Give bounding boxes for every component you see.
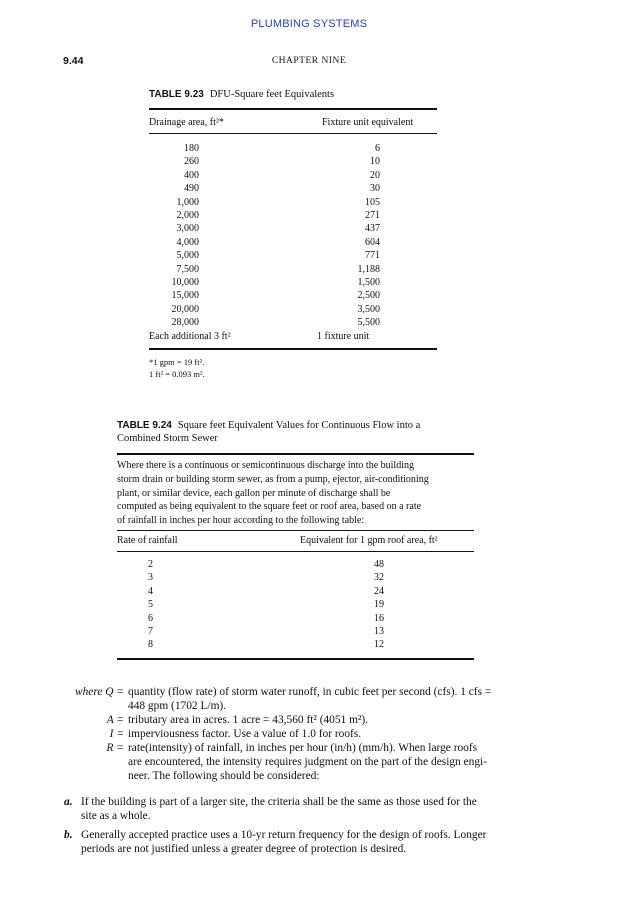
table-9-23-area-cell: 15,000 [171, 290, 199, 302]
table-9-24-rate-cell: 5 [148, 599, 153, 611]
table-9-24-col2-header: Equivalent for 1 gpm roof area, ft² [300, 535, 438, 546]
table-9-23-footnote-1: *1 gpm = 19 ft². [149, 357, 205, 367]
table-9-23-area-cell: 7,500 [176, 263, 199, 275]
table-9-23-dfu-cell: 271 [365, 210, 380, 221]
table-9-23-dfu-cell: 6 [375, 143, 380, 154]
definition-line: are encountered, the intensity requires judgment on the part of the design engi- [128, 756, 488, 768]
table-9-24-eq-cell: 19 [374, 599, 384, 611]
list-item-line: Generally accepted practice uses a 10-yr return frequency for the design of roofs. Longer [81, 829, 487, 841]
table-9-23-area-cell: Each additional 3 ft² [149, 330, 231, 342]
table-9-23-dfu-cell: 2,500 [357, 290, 380, 302]
table-9-23-dfu-cell: 20 [370, 169, 380, 181]
table-9-24-eq-cell: 32 [374, 572, 384, 584]
page-number: 9.44 [63, 55, 84, 67]
table-9-24-intro-rule [117, 530, 474, 531]
list-item-line: site as a whole. [81, 810, 151, 822]
table-9-24-intro-line: computed as being equivalent to the square feet or roof area, based on a rate [117, 501, 422, 513]
definition-line: quantity (flow rate) of storm water runoff, in cubic feet per second (cfs). 1 cfs = [128, 686, 492, 698]
table-9-23-dfu-cell: 30 [370, 183, 380, 195]
table-9-23-dfu-cell: 3,500 [357, 303, 380, 315]
definition-term: A = [106, 714, 124, 726]
list-item [64, 795, 534, 825]
list-item-label: b. [64, 829, 73, 841]
table-9-24-intro-line: plant, or similar device, each gallon per minute of discharge shall be [117, 487, 391, 499]
table-9-23-area-cell: 1,000 [176, 196, 199, 208]
table-9-23-area-cell: 3,000 [176, 223, 199, 235]
table-9-23-footnote-2: 1 ft² = 0.093 m². [149, 369, 205, 379]
table-9-24-rate-cell: 3 [148, 572, 153, 584]
definition-line: 448 gpm (1702 L/m). [128, 700, 227, 712]
table-9-24-eq-cell: 16 [374, 612, 384, 624]
table-9-24-title-line1: Square feet Equivalent Values for Continuous Flow into a [177, 420, 421, 431]
list-item-text [81, 828, 534, 856]
table-9-23-area-cell: 5,000 [176, 250, 199, 262]
table-9-23-area-cell: 10,000 [171, 277, 199, 288]
table-9-23-dfu-cell: 1 fixture unit [317, 330, 370, 342]
table-9-23-col1-header: Drainage area, ft²* [149, 117, 224, 128]
table-9-24-intro-line: of rainfall in inches per hour according to the following table: [117, 515, 365, 527]
table-9-23-dfu-cell: 105 [365, 196, 380, 208]
table-9-24-header-rule [117, 551, 474, 552]
table-9-24-eq-cell: 12 [374, 639, 384, 651]
definition-term: R = [106, 742, 124, 754]
table-9-24-eq-cell: 13 [374, 626, 384, 637]
definition-line: rate(intensity) of rainfall, in inches per hour (in/h) (mm/h). When large roofs [128, 742, 478, 754]
table-9-23-area-cell: 28,000 [171, 317, 199, 329]
table-9-24-caption [117, 419, 477, 445]
running-head: PLUMBING SYSTEMS [250, 18, 368, 30]
table-9-23-dfu-cell: 1,188 [357, 263, 380, 275]
definition-line: tributary area in acres. 1 acre = 43,560 ft² (4051 m²). [128, 714, 369, 726]
table-9-23-top-rule [149, 108, 437, 110]
table-9-24-rate-cell: 8 [148, 639, 153, 651]
table-9-24-eq-cell: 48 [374, 559, 384, 570]
table-9-23-dfu-cell: 771 [365, 250, 380, 262]
table-9-23-title: DFU-Square feet Equivalents [209, 89, 335, 100]
table-9-24-bottom-rule [117, 658, 474, 660]
list-item-label: a. [64, 796, 73, 808]
list-item [64, 828, 534, 858]
table-9-23-area-cell: 260 [184, 156, 199, 168]
table-9-24-intro-line: Where there is a continuous or semicontinuous discharge into the building [117, 460, 414, 471]
definition-text [128, 741, 534, 783]
definition-term: where Q = [74, 686, 124, 698]
definition-text [128, 685, 534, 713]
table-9-24-title-line2: Combined Storm Sewer [117, 433, 218, 444]
table-9-23-dfu-cell: 604 [365, 236, 380, 248]
table-9-23-area-cell: 20,000 [171, 303, 199, 315]
definition-line: imperviousness factor. Use a value of 1.0 for roofs. [128, 728, 362, 740]
list-item-line: If the building is part of a larger site, the criteria shall be the same as those used for the [81, 796, 477, 808]
table-9-24-rate-cell: 7 [148, 626, 153, 637]
table-9-23-header-rule [149, 133, 437, 134]
table-9-24-rate-cell: 2 [148, 559, 153, 570]
list-item-text [81, 795, 534, 823]
table-9-24-rate-cell: 6 [148, 612, 153, 624]
definition-text [128, 727, 534, 741]
table-9-23-col2-header: Fixture unit equivalent [322, 117, 414, 128]
table-9-23-area-cell: 490 [184, 183, 199, 195]
list-item-line: periods are not justified unless a greater degree of protection is desired. [81, 843, 407, 855]
table-9-23-dfu-cell: 10 [370, 156, 380, 168]
table-9-24-number: TABLE 9.24 [117, 420, 172, 431]
table-9-23-bottom-rule [149, 348, 437, 350]
table-9-24-col1-header: Rate of rainfall [117, 535, 178, 546]
table-9-23-caption [149, 88, 334, 101]
table-9-24-intro-line: storm drain or building storm sewer, as from a pump, ejector, air-conditioning [117, 473, 429, 485]
definition-text [128, 713, 534, 727]
table-9-23-dfu-cell: 5,500 [357, 317, 380, 329]
table-9-23-area-cell: 4,000 [176, 236, 199, 248]
table-9-24-eq-cell: 24 [374, 585, 384, 597]
table-9-23-area-cell: 400 [184, 169, 199, 181]
table-9-23-area-cell: 2,000 [176, 210, 199, 221]
table-9-23-dfu-cell: 1,500 [357, 277, 380, 288]
chapter-title: CHAPTER NINE [271, 56, 347, 66]
definition-line: neer. The following should be considered: [128, 770, 320, 782]
definition-term: I = [109, 728, 124, 740]
table-9-23-area-cell: 180 [184, 143, 199, 154]
table-9-24-top-rule [117, 453, 474, 455]
table-9-23-dfu-cell: 437 [365, 223, 380, 235]
table-9-24-rate-cell: 4 [148, 585, 153, 597]
table-9-23-number: TABLE 9.23 [149, 89, 204, 100]
